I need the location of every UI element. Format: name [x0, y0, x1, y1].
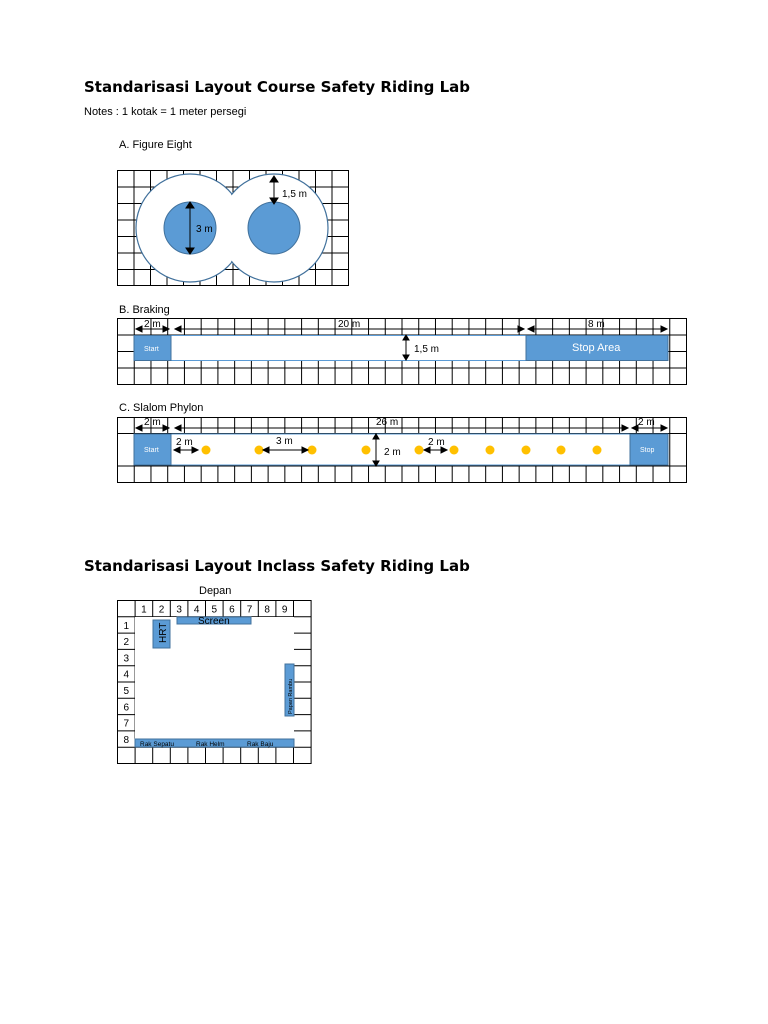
row-number: 3 — [123, 653, 130, 665]
clothes-rack-label: Rak Baju — [247, 741, 274, 748]
shoe-rack-label: Rak Sepatu — [140, 741, 174, 748]
slalom-dim-stop: 2 m — [638, 417, 655, 428]
figure-eight-heading: A. Figure Eight — [119, 139, 192, 151]
row-number: 4 — [123, 669, 130, 681]
slalom-start-label: Start — [144, 447, 159, 454]
front-label: Depan — [199, 585, 232, 597]
hrt-label: HRT — [158, 622, 169, 643]
signboard-label: Papan Rambu — [288, 678, 294, 714]
column-number: 2 — [158, 604, 165, 616]
braking-dim-track: 20 m — [338, 319, 361, 330]
column-number: 6 — [229, 604, 235, 616]
braking-stop-label: Stop Area — [572, 342, 621, 354]
inclass-layout-title: Standarisasi Layout Inclass Safety Riding Lab — [84, 557, 470, 575]
braking-start-label: Start — [144, 346, 159, 353]
column-number: 3 — [176, 604, 182, 616]
braking-dim-stop: 8 m — [588, 319, 605, 330]
slalom-dim-total: 26 m — [376, 417, 399, 428]
row-number: 5 — [123, 686, 130, 697]
slalom-stop-label: Stop — [640, 447, 655, 454]
slalom-dim-start: 2 m — [144, 417, 161, 428]
row-number: 2 — [123, 637, 130, 649]
slalom-dim-gap-right: 2 m — [428, 437, 445, 448]
braking-dim-width: 1,5 m — [414, 344, 440, 355]
slalom-heading: C. Slalom Phylon — [119, 402, 204, 414]
braking-heading: B. Braking — [119, 304, 170, 316]
braking-dim-start: 2 m — [144, 319, 161, 330]
column-number: 1 — [141, 604, 147, 616]
screen-label: Screen — [198, 616, 230, 627]
notes-text: Notes : 1 kotak = 1 meter persegi — [84, 106, 247, 118]
column-number: 4 — [193, 604, 200, 616]
column-number: 7 — [246, 604, 253, 616]
slalom-dim-first-gap: 2 m — [176, 437, 193, 448]
row-number: 6 — [123, 702, 130, 714]
helmet-rack-label: Rak Helm — [196, 741, 225, 748]
column-number: 5 — [211, 604, 218, 616]
row-number: 7 — [123, 718, 130, 730]
slalom-dim-width: 2 m — [384, 447, 401, 458]
row-number: 8 — [123, 734, 130, 746]
column-number: 8 — [264, 604, 270, 616]
offset-label: 1,5 m — [282, 189, 308, 200]
column-number: 9 — [281, 604, 288, 616]
diameter-label: 3 m — [196, 224, 213, 235]
row-number: 1 — [123, 620, 130, 632]
course-layout-title: Standarisasi Layout Course Safety Riding Lab — [84, 78, 471, 96]
slalom-dim-cone-spacing: 3 m — [276, 436, 293, 447]
